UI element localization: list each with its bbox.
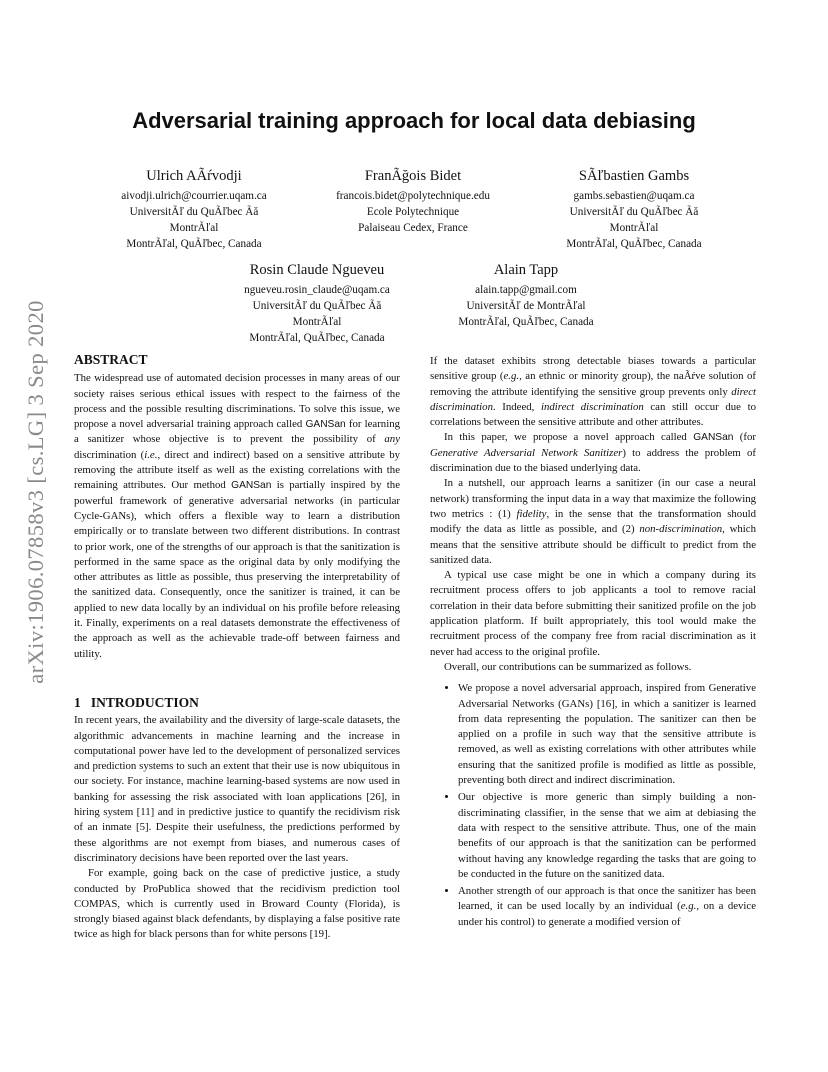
list-item: • Another strength of our approach is that once the sanitizer has been learned, it can be used locally by an individual (e.g., on a device under his control) to generate a modified version of — [458, 884, 756, 930]
contributions-list — [430, 681, 756, 930]
author-email: alain.tapp@gmail.com — [475, 284, 577, 296]
paper-title: Adversarial training approach for local data debiasing — [132, 108, 696, 133]
right-column — [430, 354, 756, 932]
author-affiliation: Ecole Polytechnique — [366, 206, 460, 218]
list-item: • We propose a novel adversarial approach, inspired from Generative Adversarial Networks (GANs) [16], in which a sanitizer is learned from data representing the population. The sanitizer can then be applied on a profile in such way that the sensitive attribute is removed, as well as existing correlations with other attributes while ensuring that the sanitized profile is modified as little as possible, preventing both direct and indirect discrimination. — [458, 681, 756, 788]
author-affiliation: UniversitÃľ du QuÃľbec Ãă — [252, 300, 382, 312]
arxiv-stamp — [12, 296, 60, 688]
author-email: francois.bidet@polytechnique.edu — [336, 190, 490, 202]
author-name: SÃľbastien Gambs — [578, 168, 690, 184]
left-column — [74, 352, 400, 943]
author-email: aivodji.ulrich@courrier.uqam.ca — [121, 190, 267, 202]
author-email: ngueveu.rosin_claude@uqam.ca — [244, 284, 390, 296]
author-affiliation: MontrÃľal — [292, 316, 342, 328]
author-affiliation: MontrÃľal — [169, 222, 219, 234]
author-name: Ulrich AÃŕvodji — [146, 168, 242, 184]
author-name: Alain Tapp — [493, 262, 559, 278]
author-affiliation: UniversitÃľ de MontrÃľal — [466, 300, 586, 312]
author-affiliation: UniversitÃľ du QuÃľbec Ãă — [569, 206, 699, 218]
abstract-heading: ABSTRACT — [74, 352, 148, 367]
list-item: • Our objective is more generic than simply building a non-discriminating classifier, in the sense that we aim at debiasing the data with respect to the sensitive attribute. Thus, one of the main benefits of our approach is that the sanitization can be performed without having any knowledge regarding the tasks that are going to be conducted in the future on the sanitized data. — [458, 790, 756, 882]
body-paragraph: In this paper, we propose a novel approach called GANSan (for Generative Adversarial Network Sanitizer) to address the problem of discrimination due to the biased underlying data. — [430, 431, 756, 475]
author-4 — [200, 260, 434, 346]
intro-heading: 1 INTRODUCTION — [74, 694, 199, 710]
author-location: MontrÃľal, QuÃľbec, Canada — [458, 316, 594, 328]
author-3 — [528, 166, 740, 252]
intro-paragraph: For example, going back on the case of predictive justice, a study conducted by ProPublica showed that the recidivism prediction tool COMPAS, which is currently used in Broward County (Florida), is strongly biased against black defendants, by displaying a false positive rate twice as high for black persons than for white persons [19]. — [74, 867, 400, 941]
author-location: MontrÃľal, QuÃľbec, Canada — [566, 238, 702, 250]
author-affiliation: UniversitÃľ du QuÃľbec Ãă — [129, 206, 259, 218]
abstract-text: The widespread use of automated decision processes in many areas of our society raises serious ethical issues with respect to the fairness of the process and the possible resulting discriminations. To solve this issue, we propose a novel adversarial training approach called GANSan for learning a sanitizer whose objective is to prevent the possibility of any discrimination (i.e., direct and indirect) based on a sensitive attribute by removing the attribute itself as well as the existing correlations with the remaining attributes. Our method GANSan is partially inspired by the powerful framework of generative adversarial networks (in particular Cycle-GANs), which offers a flexible way to learn a distribution empirically or to translate between two different distributions. In contrast to prior work, one of the strengths of our approach is that the sanitization is performed in the same space as the original data by only modifying the other attributes as little as possible, thus preserving the interpretability of the sanitized data. Consequently, once the sanitizer is trained, it can be applied to new data locally by an individual on his profile before releasing it. Finally, experiments on a real datasets demonstrate the effectiveness of the approach as well as the achievable trade-off between fairness and utility. — [74, 372, 400, 660]
author-2 — [310, 166, 516, 236]
arxiv-stamp-text: arXiv:1906.07858v3 [cs.LG] 3 Sep 2020 — [23, 300, 49, 684]
author-affiliation: MontrÃľal — [609, 222, 659, 234]
author-location: MontrÃľal, QuÃľbec, Canada — [249, 332, 385, 344]
intro-paragraph: In recent years, the availability and the diversity of large-scale datasets, the algorithmic advancements in machine learning and the increase in computational power have led to the development of personalized services and prediction systems to such an extent that their use is now ubiquitous in our society. For instance, machine learning-based systems are now used in banking for assessing the risk associated with loan applications [26], in hiring system [11] and in predictive justice to quantify the recidivism risk of an inmate [5]. Despite their usefulness, the predictions performed by these algorithms are not exempt from biases, and numerous cases of discriminatory decisions have been reported over the last years. — [74, 714, 400, 864]
body-paragraph: If the dataset exhibits strong detectable biases towards a particular sensitive group (e.g., an ethnic or minority group), the naÃŕve solution of removing the attribute identifying the sensitive group prevents only direct discrimination. Indeed, indirect discrimination can still occur due to correlations between the sensitive attribute and other attributes. — [430, 355, 757, 429]
method-name: GANSan — [231, 480, 272, 492]
author-1 — [86, 166, 302, 252]
body-paragraph: In a nutshell, our approach learns a sanitizer (in our case a neural network) transforming the input data in a way that maximize the following two metrics : (1) fidelity, in the sense that the transformation should modify the data as little as possible, and (2) non-discrimination, which means that the sensitive attribute should be difficult to predict from the sanitized data. — [430, 477, 756, 566]
author-location: MontrÃľal, QuÃľbec, Canada — [126, 238, 262, 250]
author-location: Palaiseau Cedex, France — [358, 222, 468, 234]
method-name: GANSan — [305, 419, 346, 431]
author-5 — [428, 260, 624, 330]
author-email: gambs.sebastien@uqam.ca — [573, 190, 695, 202]
body-paragraph: A typical use case might be one in which a company during its recruitment process offers to job applicants a tool to remove racial correlation in their data before submitting their sanitized profile on the job application platform. If built appropriately, this tool would make the recruitment process of the company free from racial discrimination as it never had access to the original profile. — [430, 569, 756, 658]
method-name: GANSan — [693, 432, 734, 444]
body-paragraph: Overall, our contributions can be summarized as follows. — [444, 660, 692, 673]
author-name: FranÃğois Bidet — [364, 168, 462, 184]
author-name: Rosin Claude Ngueveu — [249, 262, 385, 278]
